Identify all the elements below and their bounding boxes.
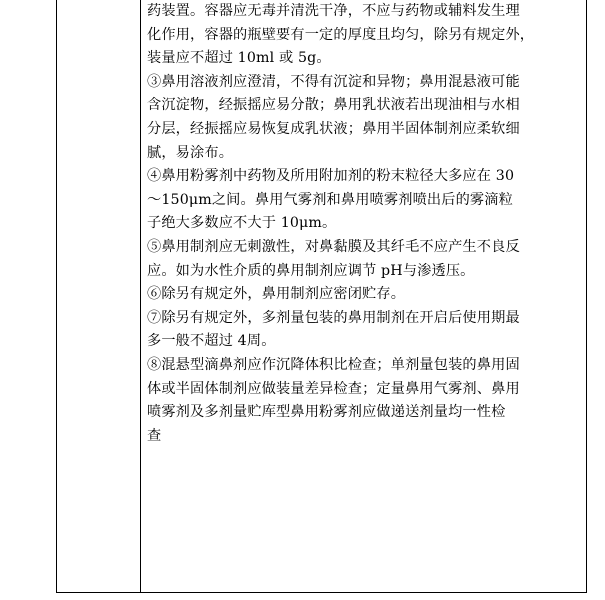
text-line: 分层，经振摇应易恢复成乳状液；鼻用半固体制剂应柔软细 xyxy=(147,120,520,137)
text-line: 子绝大多数应不大于 10μm。 xyxy=(147,215,337,232)
text-line: ③鼻用溶液剂应澄清，不得有沉淀和异物；鼻用混悬液可能 xyxy=(147,73,520,90)
text-line: 化作用，容器的瓶壁要有一定的厚度且均匀，除另有规定外， xyxy=(147,26,535,43)
text-line: ⑥除另有规定外，鼻用制剂应密闭贮存。 xyxy=(147,286,406,303)
text-line: ～150μm之间。鼻用气雾剂和鼻用喷雾剂喷出后的雾滴粒 xyxy=(147,191,513,208)
text-line: 腻，易涂布。 xyxy=(147,144,234,161)
text-line: 喷雾剂及多剂量贮库型鼻用粉雾剂应做递送剂量均一性检 xyxy=(147,404,506,421)
content-cell xyxy=(147,0,581,448)
text-line: ⑧混悬型滴鼻剂应作沉降体积比检查；单剂量包装的鼻用固 xyxy=(147,356,520,373)
text-line: 多一般不超过 4周。 xyxy=(147,333,276,350)
text-line: 装量应不超过 10ml 或 5g。 xyxy=(147,50,331,67)
text-line: 查 xyxy=(147,427,162,444)
text-line: 含沉淀物，经振摇应易分散；鼻用乳状液若出现油相与水相 xyxy=(147,97,520,114)
column-divider xyxy=(140,0,141,593)
text-line: ⑤鼻用制剂应无刺激性，对鼻黏膜及其纤毛不应产生不良反 xyxy=(147,238,520,255)
text-line: 体或半固体制剂应做装量差异检查；定量鼻用气雾剂、鼻用 xyxy=(147,380,520,397)
text-line: ⑦除另有规定外，多剂量包装的鼻用制剂在开启后使用期最 xyxy=(147,309,520,326)
text-line: 应。如为水性介质的鼻用制剂应调节 pH与渗透压。 xyxy=(147,262,475,279)
text-line: ④鼻用粉雾剂中药物及所用附加剂的粉末粒径大多应在 30 xyxy=(147,168,515,185)
text-line: 药装置。容器应无毒并清洗干净，不应与药物或辅料发生理 xyxy=(147,3,520,19)
